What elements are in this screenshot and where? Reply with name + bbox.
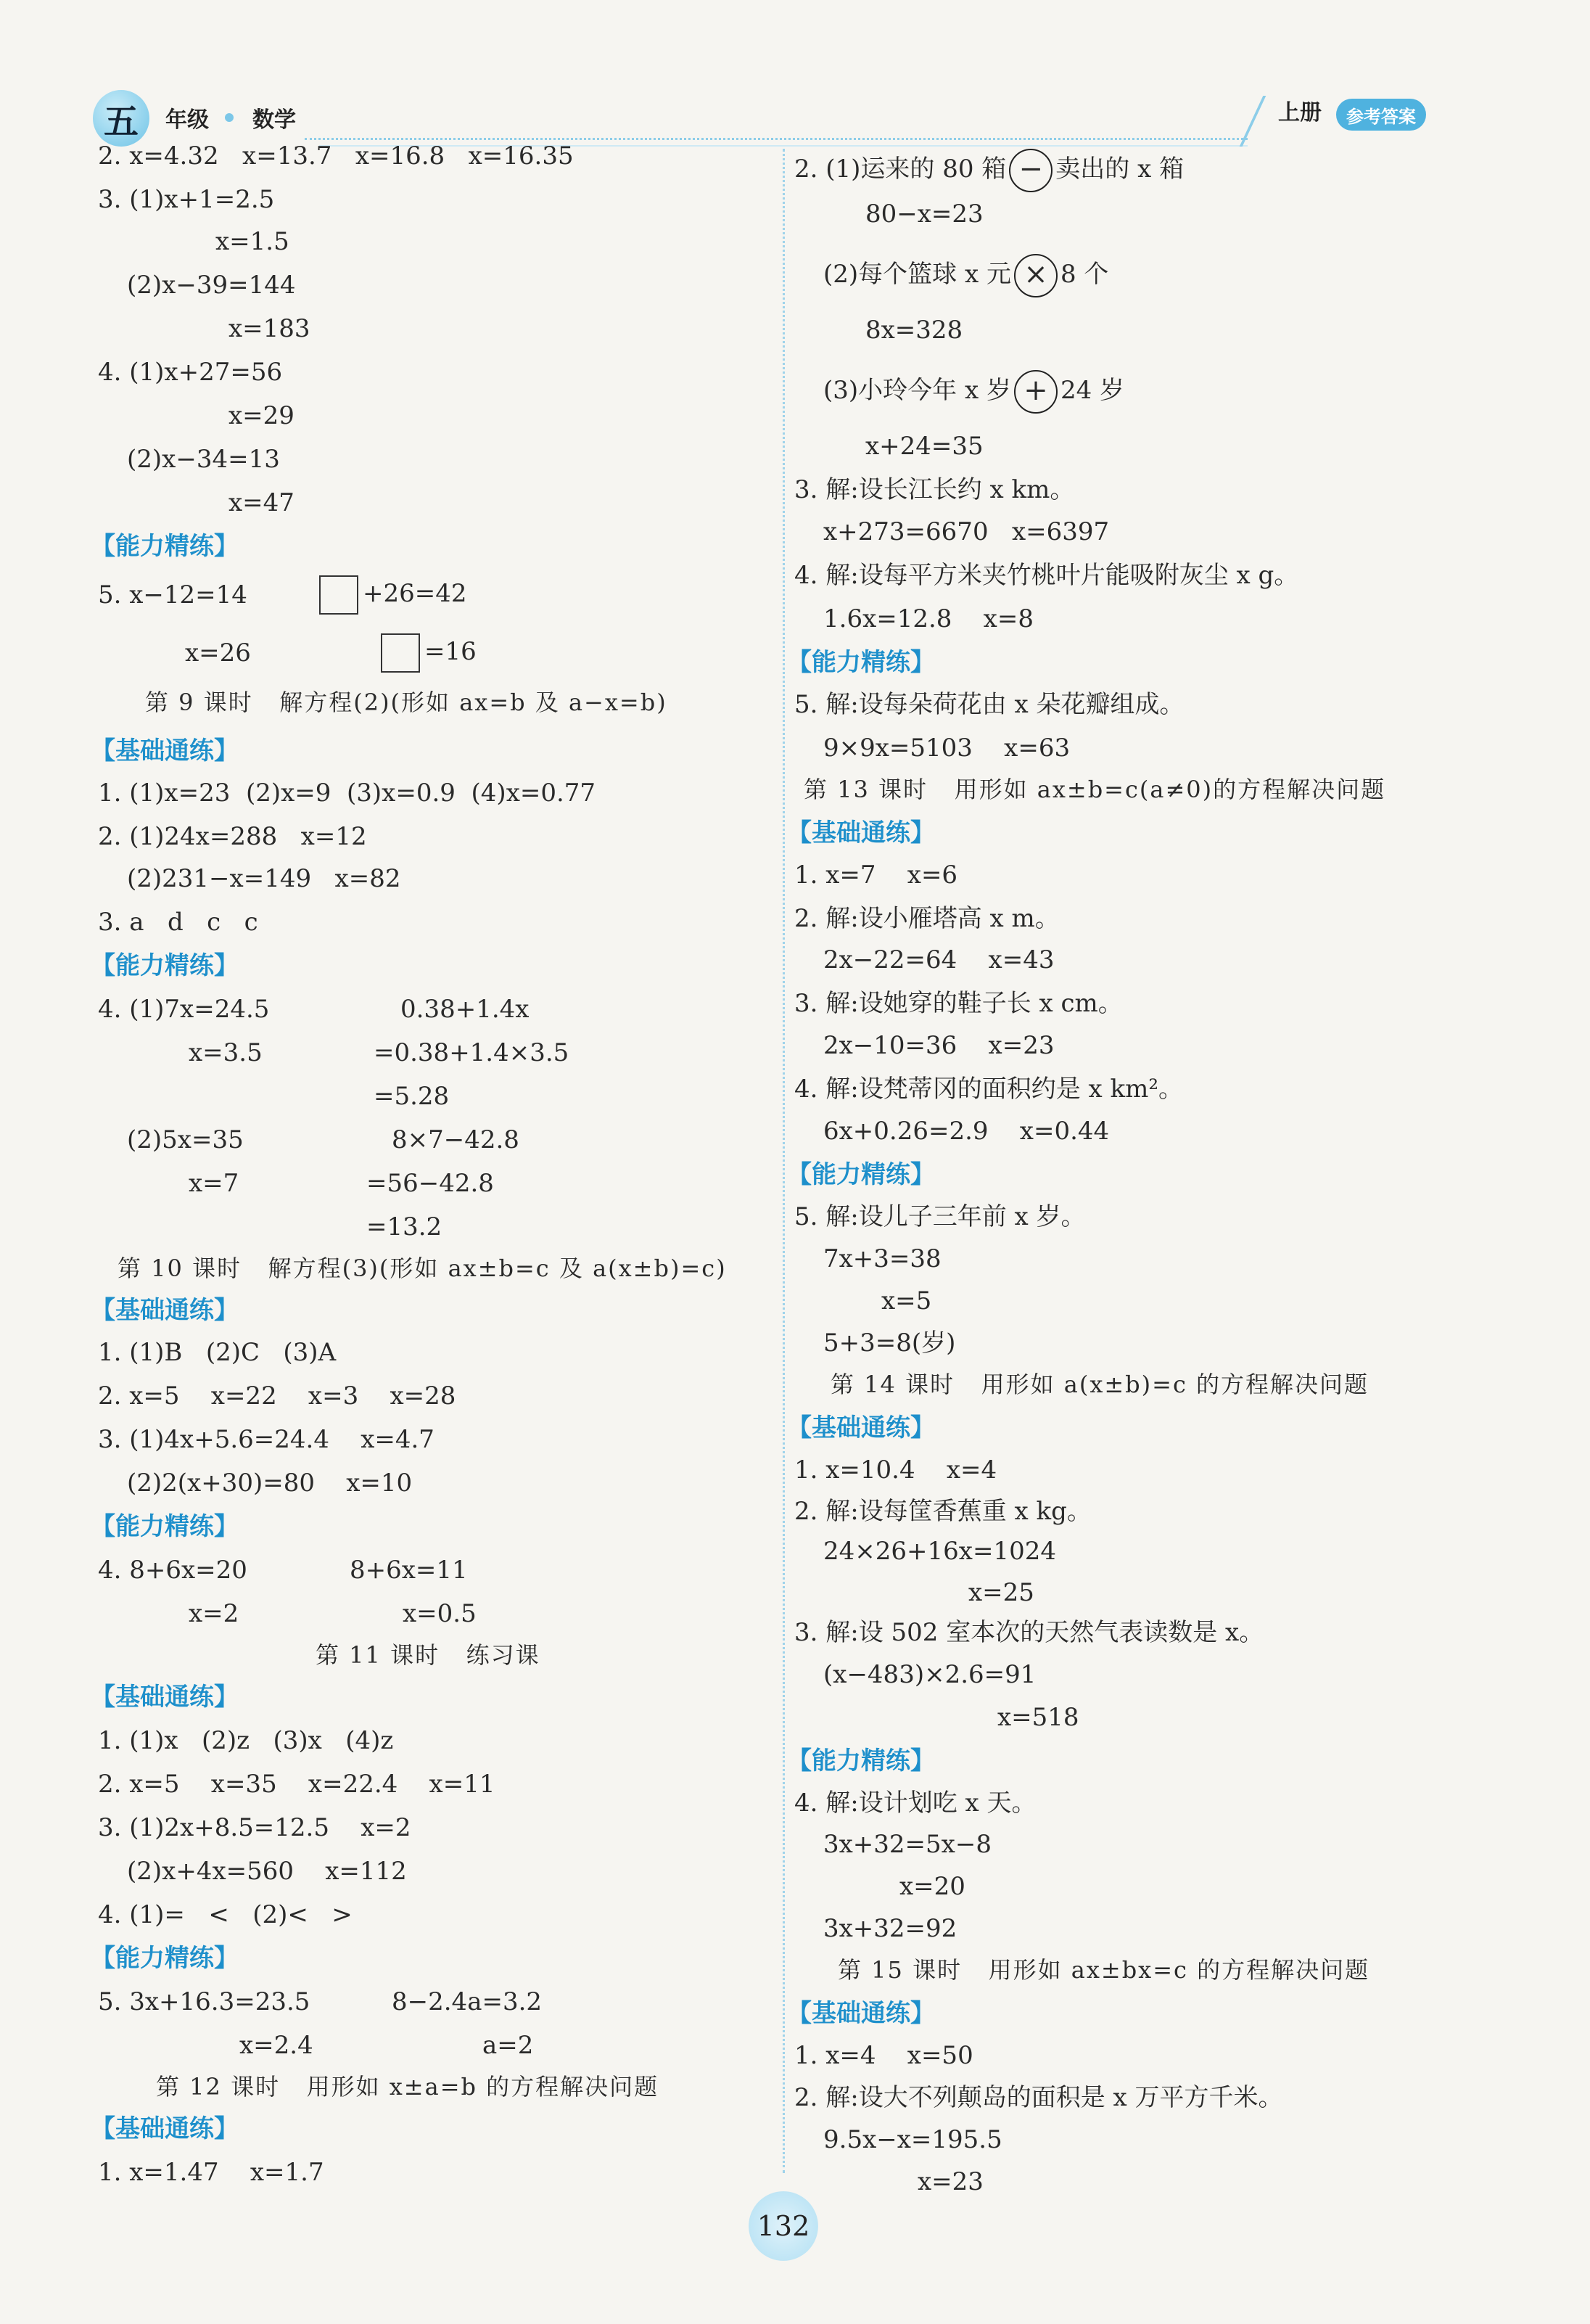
answer-line: x=29	[228, 401, 294, 430]
answer-line: 1. x=10.4 x=4	[794, 1455, 997, 1485]
answer-line: 5. x−12=14	[98, 580, 247, 609]
answer-line: 5. 解:设每朵荷花由 x 朵花瓣组成。	[794, 690, 1185, 719]
section-heading: 【基础通练】	[787, 1413, 935, 1442]
answer-line: (2)x−39=144	[127, 271, 296, 300]
answer-line: 3. (1)x+1=2.5	[98, 185, 275, 214]
answer-line: x+24=35	[865, 432, 984, 461]
answer-line: 24×26+16x=1024	[823, 1537, 1056, 1566]
answer-line: 2. 解:设每筐香蕉重 x kg。	[794, 1497, 1092, 1526]
answer-line: x=7	[189, 1169, 239, 1198]
section-heading: 【基础通练】	[787, 1999, 935, 2028]
answer-line: x=20	[899, 1872, 965, 1901]
lesson-title: 第 14 课时 用形如 a(x±b)=c 的方程解决问题	[831, 1371, 1369, 1398]
answer-line: +26=42	[319, 575, 467, 615]
answer-line: 5. 3x+16.3=23.5	[98, 1987, 310, 2016]
answer-line: x=2.4	[239, 2031, 313, 2060]
answer-line: (2)x−34=13	[127, 445, 280, 474]
answer-line: 0.38+1.4x	[400, 995, 530, 1024]
subject-label: 数学	[252, 107, 296, 133]
answer-line: (2)每个篮球 x 元 × 8 个	[823, 254, 1108, 297]
answer-line: 3. 解:设 502 室本次的天然气表读数是 x。	[794, 1618, 1264, 1647]
answer-line: 8−2.4a=3.2	[392, 1987, 543, 2016]
answer-line: x=2	[189, 1599, 239, 1628]
section-heading: 【基础通练】	[91, 736, 239, 765]
dot-icon	[225, 113, 234, 122]
answer-line: 8x=328	[865, 316, 963, 345]
answer-line: 3. 解:设长江长约 x km。	[794, 475, 1075, 504]
answer-line: 1. (1)B (2)C (3)A	[98, 1338, 337, 1367]
answer-line: 2. (1)运来的 80 箱 − 卖出的 x 箱	[794, 149, 1184, 192]
page-number: 132	[749, 2191, 818, 2261]
answer-line: 3. (1)2x+8.5=12.5 x=2	[98, 1813, 411, 1842]
section-heading: 【基础通练】	[91, 1296, 239, 1325]
answer-line: 80−x=23	[865, 200, 984, 229]
answer-line: 4. 解:设计划吃 x 天。	[794, 1789, 1037, 1818]
section-heading: 【能力精练】	[787, 648, 935, 677]
answer-line: a=2	[482, 2031, 534, 2060]
lesson-title: 第 10 课时 解方程(3)(形如 ax±b=c 及 a(x±b)=c)	[118, 1255, 727, 1282]
answer-line: x=0.5	[403, 1599, 477, 1628]
answer-line: 4. 8+6x=20	[98, 1556, 247, 1585]
lesson-title: 第 11 课时 练习课	[316, 1641, 540, 1669]
answer-line: x=183	[228, 314, 310, 343]
answer-line: 4. (1)x+27=56	[98, 358, 283, 387]
answer-line: 3x+32=92	[823, 1914, 957, 1943]
answer-line: 6x+0.26=2.9 x=0.44	[823, 1117, 1110, 1146]
answer-line: =5.28	[374, 1082, 450, 1111]
answer-line: =0.38+1.4×3.5	[374, 1038, 569, 1067]
grade-badge: 五	[93, 90, 149, 147]
section-heading: 【基础通练】	[91, 2114, 239, 2143]
section-heading: 【能力精练】	[787, 1160, 935, 1189]
answer-line: 2. 解:设大不列颠岛的面积是 x 万平方千米。	[794, 2083, 1283, 2112]
answer-line: 1. (1)x (2)z (3)x (4)z	[98, 1726, 394, 1755]
answer-line: x=23	[918, 2167, 984, 2196]
answer-line: x=5	[881, 1286, 932, 1315]
lesson-title: 第 9 课时 解方程(2)(形如 ax=b 及 a−x=b)	[145, 689, 667, 716]
circled-operator-icon: −	[1009, 149, 1053, 192]
answer-line: 2. x=5 x=35 x=22.4 x=11	[98, 1770, 495, 1799]
answer-line: 9.5x−x=195.5	[823, 2125, 1002, 2154]
answer-line: 4. (1)= < (2)< >	[98, 1900, 353, 1929]
answer-line: (2)231−x=149 x=82	[127, 864, 401, 893]
blank-box-icon	[381, 633, 420, 673]
answer-line: 2x−10=36 x=23	[823, 1031, 1055, 1060]
answer-line: 1. x=7 x=6	[794, 861, 958, 890]
answer-line: 2. x=5 x=22 x=3 x=28	[98, 1381, 456, 1411]
answer-line: 8×7−42.8	[392, 1125, 519, 1154]
answer-line: x=47	[228, 488, 294, 517]
answer-line: 8+6x=11	[350, 1556, 468, 1585]
circled-operator-icon: +	[1014, 370, 1058, 414]
section-heading: 【能力精练】	[91, 1512, 239, 1541]
section-heading: 【能力精练】	[91, 951, 239, 980]
answer-line: 1. (1)x=23 (2)x=9 (3)x=0.9 (4)x=0.77	[98, 779, 596, 808]
answer-line: 7x+3=38	[823, 1244, 942, 1273]
answer-line: 3. (1)4x+5.6=24.4 x=4.7	[98, 1425, 434, 1454]
section-heading: 【基础通练】	[91, 1683, 239, 1712]
answer-line: 2. (1)24x=288 x=12	[98, 822, 367, 851]
answer-line: (2)2(x+30)=80 x=10	[127, 1469, 413, 1498]
section-heading: 【能力精练】	[91, 1944, 239, 1973]
answer-line: 4. 解:设梵蒂冈的面积约是 x km²。	[794, 1075, 1183, 1104]
lesson-title: 第 13 课时 用形如 ax±b=c(a≠0)的方程解决问题	[804, 776, 1386, 803]
grade-label: 年级	[165, 107, 209, 133]
answer-line: (2)x+4x=560 x=112	[127, 1857, 407, 1886]
answer-line: 4. 解:设每平方米夹竹桃叶片能吸附灰尘 x g。	[794, 561, 1299, 590]
answer-line: 2x−22=64 x=43	[823, 945, 1055, 974]
answer-line: 2. x=4.32 x=13.7 x=16.8 x=16.35	[98, 141, 574, 171]
answer-line: (3)小玲今年 x 岁 + 24 岁	[823, 370, 1124, 414]
volume-label: 上册	[1278, 100, 1322, 126]
answer-line: x=25	[968, 1578, 1034, 1607]
blank-box-icon	[319, 575, 358, 615]
answer-line: x=26	[185, 639, 251, 668]
answer-line: 5+3=8(岁)	[823, 1329, 956, 1358]
answer-line: x=1.5	[215, 227, 289, 256]
answer-line: =13.2	[366, 1212, 442, 1241]
circled-operator-icon: ×	[1014, 254, 1058, 297]
answer-line: =56−42.8	[366, 1169, 494, 1198]
section-heading: 【能力精练】	[787, 1746, 935, 1775]
header-slash	[1240, 96, 1266, 147]
answer-line: 5. 解:设儿子三年前 x 岁。	[794, 1202, 1086, 1231]
section-heading: 【基础通练】	[787, 818, 935, 847]
column-divider	[783, 149, 785, 2173]
answer-line: 9×9x=5103 x=63	[823, 734, 1071, 763]
answer-line: (2)5x=35	[127, 1125, 244, 1154]
lesson-title: 第 15 课时 用形如 ax±bx=c 的方程解决问题	[838, 1956, 1370, 1984]
answer-line: (x−483)×2.6=91	[823, 1660, 1037, 1689]
answer-line: 2. 解:设小雁塔高 x m。	[794, 904, 1060, 933]
answer-line: =16	[381, 633, 477, 673]
answer-line: 1.6x=12.8 x=8	[823, 604, 1034, 633]
header-dotted-rule	[305, 138, 1248, 140]
answer-line: x+273=6670 x=6397	[823, 517, 1110, 546]
answer-line: x=3.5	[189, 1038, 263, 1067]
answer-tag: 参考答案	[1336, 99, 1426, 131]
answer-line: x=518	[997, 1703, 1079, 1732]
answer-line: 3. 解:设她穿的鞋子长 x cm。	[794, 989, 1123, 1018]
answer-line: 4. (1)7x=24.5	[98, 995, 270, 1024]
section-heading: 【能力精练】	[91, 532, 239, 561]
answer-line: 3. a d c c	[98, 908, 258, 937]
answer-line: 1. x=4 x=50	[794, 2041, 973, 2070]
answer-line: 1. x=1.47 x=1.7	[98, 2158, 324, 2187]
answer-line: 3x+32=5x−8	[823, 1830, 992, 1859]
lesson-title: 第 12 课时 用形如 x±a=b 的方程解决问题	[156, 2073, 659, 2101]
